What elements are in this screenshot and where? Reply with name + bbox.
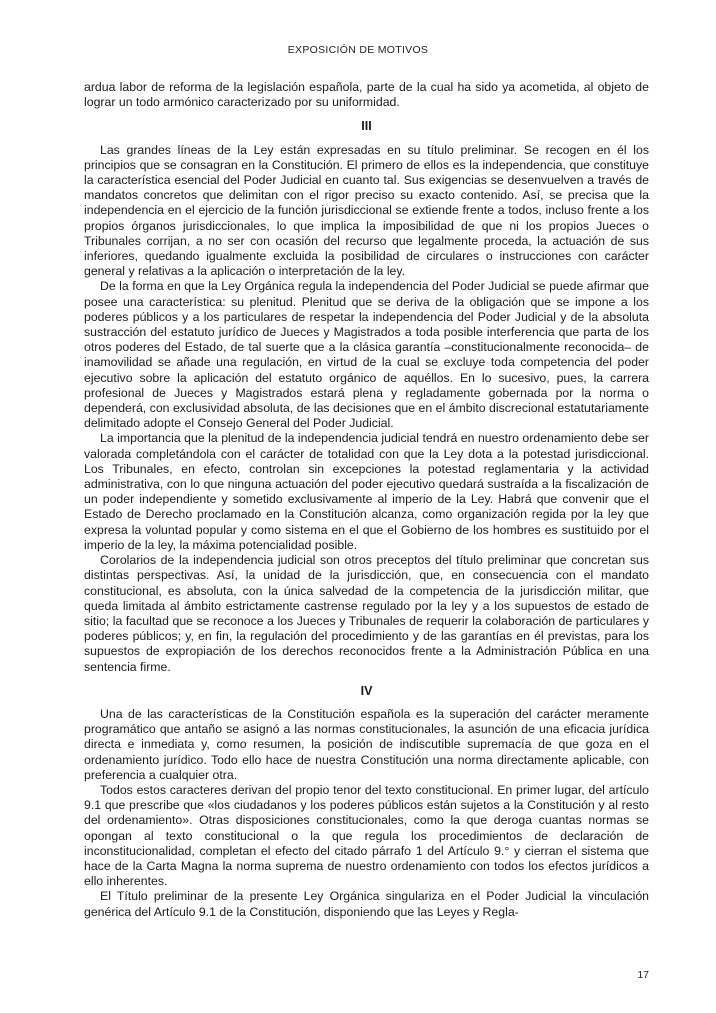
document-body — [84, 80, 649, 920]
section-iii-paragraph-3: La importancia que la plenitud de la independencia judicial tendrá en nuestro ordenamiento debe ser valorada completándola con el carácter de totalidad con que la Ley dota a la potestad jurisdiccional. Los Tribunales, en efecto, controlan sin excepciones la potestad reglamentaria y la actividad administrativa, con lo que ninguna actuación del poder ejecutivo quedará sustraída a la fiscalización de un poder independiente y sometido exclusivamente al imperio de la Ley. Habrá que convenir que el Estado de Derecho proclamado en la Constitución alcanza, como organización regida por la ley que expresa la voluntad popular y como sistema en el que el Gobierno de los hombres es sustituido por el imperio de la ley, la máxima potencialidad posible. — [84, 431, 649, 552]
section-iii-paragraph-1: Las grandes líneas de la Ley están expresadas en su título preliminar. Se recogen en él los principios que se consagran en la Constitución. El primero de ellos es la independencia, que constituye la característica esencial del Poder Judicial en cuanto tal. Sus exigencias se desenvuelven a través de mandatos concretos que delimitan con el rigor preciso su exacto contenido. Así, se precisa que la independencia en el ejercicio de la función jurisdiccional se extiende frente a todos, incluso frente a los propios órganos jurisdiccionales, lo que implica la imposibilidad de que ni los propios Jueces o Tribunales corrijan, a no ser con ocasión del recurso que legalmente proceda, la actuación de sus inferiores, quedando igualmente excluida la posibilidad de circulares o instrucciones con carácter general y relativas a la aplicación o interpretación de la ley. — [84, 142, 649, 279]
section-iv-paragraph-3: El Título preliminar de la presente Ley Orgánica singulariza en el Poder Judicial la vinculación genérica del Artículo 9.1 de la Constitución, disponiendo que las Leyes y Regla- — [84, 889, 649, 919]
section-heading-iii: III — [361, 119, 372, 134]
section-iii-paragraph-2: De la forma en que la Ley Orgánica regula la independencia del Poder Judicial se puede afirmar que posee una característica: su plenitud. Plenitud que se deriva de la obligación que se impone a los poderes públicos y a los particulares de respetar la independencia del Poder Judicial y de la absoluta sustracción del estatuto jurídico de Jueces y Magistrados a toda posible interferencia que parta de los otros poderes del Estado, de tal suerte que a la clásica garantía –constitucionalmente reconocida– de inamovilidad se añade una regulación, en virtud de la cual se excluye toda competencia del poder ejecutivo sobre la aplicación del estatuto orgánico de aquéllos. En lo sucesivo, pues, la carrera profesional de Jueces y Magistrados estará plena y regladamente gobernada por la norma o dependerá, con exclusividad absoluta, de las decisiones que en el ámbito discrecional estatutariamente delimitado adopte el Consejo General del Poder Judicial. — [84, 279, 649, 431]
running-header: EXPOSICIÓN DE MOTIVOS — [287, 44, 429, 56]
section-iii-paragraph-4: Corolarios de la independencia judicial son otros preceptos del título preliminar que concretan sus distintas perspectivas. Así, la unidad de la jurisdicción, que, en consecuencia con el mandato constitucional, es absoluta, con la única salvedad de la competencia de la jurisdicción militar, que queda limitada al ámbito estrictamente castrense regulado por la ley y a los supuestos de estado de sitio; la facultad que se reconoce a los Jueces y Tribunales de requerir la colaboración de particulares y poderes públicos; y, en fin, la regulación del procedimiento y de las garantías en él previstas, para los supuestos de expropiación de los derechos reconocidos frente a la Administración Pública en una sentencia firme. — [84, 553, 649, 674]
section-heading-iv: IV — [360, 683, 373, 698]
intro-continuation-paragraph: ardua labor de reforma de la legislación española, parte de la cual ha sido ya acometida, al objeto de lograr un todo armónico caracterizado por su uniformidad. — [84, 80, 649, 110]
page-number: 17 — [637, 969, 649, 981]
section-iv-paragraph-1: Una de las características de la Constitución española es la superación del carácter meramente programático que antaño se asignó a las normas constitucionales, la asunción de una eficacia jurídica directa e inmediata y, como resumen, la posición de indiscutible supremacía de que goza en el ordenamiento jurídico. Todo ello hace de nuestra Constitución una norma directamente aplicable, con preferencia a cualquier otra. — [84, 706, 649, 782]
section-iv-paragraph-2: Todos estos caracteres derivan del propio tenor del texto constitucional. En primer lugar, del artículo 9.1 que prescribe que «los ciudadanos y los poderes públicos están sujetos a la Constitución y al resto del ordenamiento». Otras disposiciones constitucionales, como la que deroga cuantas normas se opongan al texto constitucional o la que regula los procedimientos de declaración de inconstitucionalidad, completan el efecto del citado párrafo 1 del Artículo 9.° y cierran el sistema que hace de la Carta Magna la norma suprema de nuestro ordenamiento con todos los efectos jurídicos a ello inherentes. — [84, 782, 649, 889]
